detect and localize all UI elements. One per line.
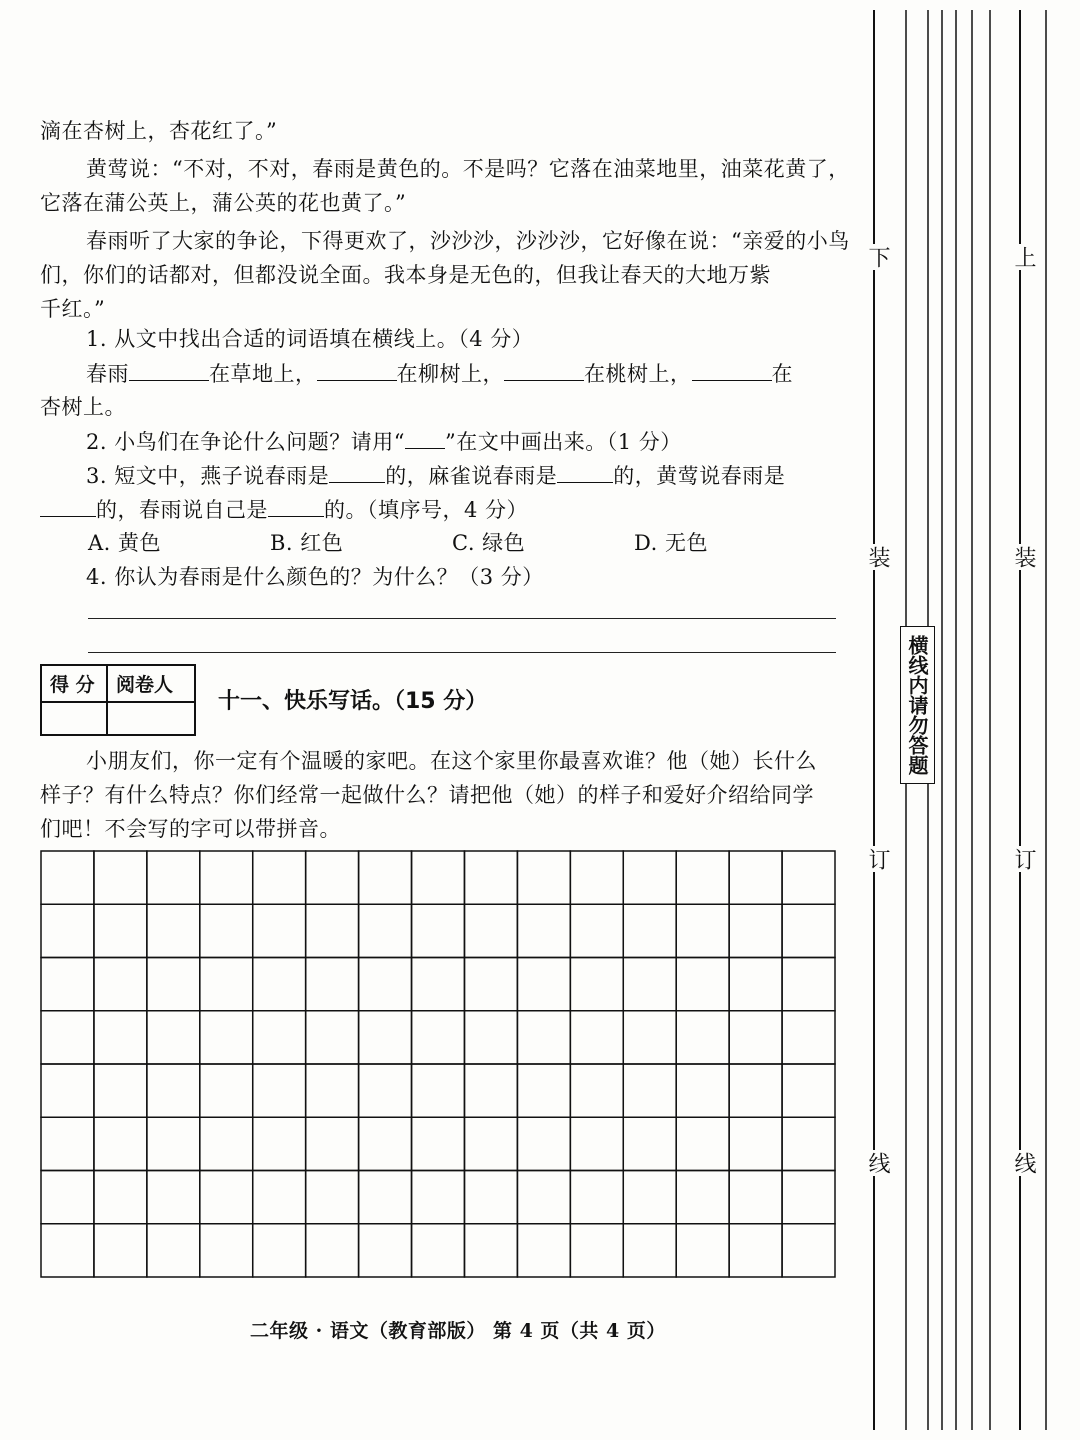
grid-cell[interactable] — [782, 1171, 835, 1224]
binding-lines — [860, 0, 1080, 1440]
question-1-fill — [86, 356, 886, 391]
grid-cell[interactable] — [253, 1117, 306, 1170]
grid-cell[interactable] — [253, 1011, 306, 1064]
binding-label-ding: 订 — [1008, 846, 1039, 872]
grid-cell[interactable] — [517, 904, 570, 957]
binding-label-xian: 线 — [1008, 1150, 1039, 1176]
grid-cell[interactable] — [676, 1064, 729, 1117]
grid-cell[interactable] — [200, 1011, 253, 1064]
grid-cell[interactable] — [570, 1064, 623, 1117]
grid-cell[interactable] — [200, 1171, 253, 1224]
grid-cell[interactable] — [729, 904, 782, 957]
grid-cell[interactable] — [94, 958, 147, 1011]
grid-cell[interactable] — [94, 1117, 147, 1170]
grid-cell[interactable] — [306, 958, 359, 1011]
question-2 — [86, 424, 886, 459]
grid-cell[interactable] — [306, 1171, 359, 1224]
question-3-line1 — [86, 458, 886, 493]
fill-text: 春雨 — [86, 362, 129, 386]
grid-cell[interactable] — [306, 1064, 359, 1117]
fill-text: 在草地上， — [209, 362, 317, 386]
answer-blank[interactable] — [692, 356, 772, 381]
binding-label-up: 上 — [1008, 244, 1039, 270]
grid-cell[interactable] — [306, 1117, 359, 1170]
grid-cell[interactable] — [623, 904, 676, 957]
question-2-text: 2. 小鸟们在争论什么问题？请用“ — [86, 430, 405, 454]
grid-cell[interactable] — [676, 1011, 729, 1064]
grid-cell[interactable] — [253, 851, 306, 904]
grid-cell[interactable] — [359, 1224, 412, 1277]
grid-cell[interactable] — [359, 904, 412, 957]
grid-cell[interactable] — [94, 851, 147, 904]
grid-cell[interactable] — [570, 1171, 623, 1224]
grid-cell[interactable] — [729, 1224, 782, 1277]
question-2-text: ”在文中画出来。（1 分） — [444, 430, 682, 454]
grid-cell[interactable] — [729, 1117, 782, 1170]
grid-cell[interactable] — [623, 851, 676, 904]
grid-cell[interactable] — [200, 1064, 253, 1117]
grid-cell[interactable] — [359, 1171, 412, 1224]
grid-cell[interactable] — [94, 904, 147, 957]
grid-cell[interactable] — [782, 1224, 835, 1277]
grid-cell[interactable] — [359, 1011, 412, 1064]
writing-prompt: 小朋友们，你一定有个温暖的家吧。在这个家里你最喜欢谁？他（她）长什么 — [86, 749, 817, 773]
grid-cell[interactable] — [147, 1064, 200, 1117]
grid-cell[interactable] — [41, 1224, 94, 1277]
grid-cell[interactable] — [782, 1064, 835, 1117]
grid-cell[interactable] — [200, 958, 253, 1011]
grid-cell[interactable] — [570, 851, 623, 904]
grid-cell[interactable] — [306, 904, 359, 957]
answer-blank[interactable] — [129, 356, 209, 381]
grid-cell[interactable] — [253, 904, 306, 957]
grid-cell[interactable] — [94, 1171, 147, 1224]
grid-cell[interactable] — [306, 1224, 359, 1277]
grid-cell[interactable] — [782, 904, 835, 957]
score-label: 得 分 — [50, 674, 95, 696]
answer-line[interactable] — [88, 618, 836, 619]
grid-cell[interactable] — [517, 958, 570, 1011]
binding-label-zhuang: 装 — [862, 544, 893, 570]
fill-text: 在 — [771, 362, 793, 386]
grid-cell[interactable] — [570, 958, 623, 1011]
binding-label-xian: 线 — [862, 1150, 893, 1176]
answer-blank[interactable] — [504, 356, 584, 381]
grid-cell[interactable] — [412, 1011, 465, 1064]
fill-text: 在柳树上， — [396, 362, 504, 386]
question-3-text: 的。（填序号，4 分） — [324, 498, 529, 522]
grid-cell[interactable] — [41, 1011, 94, 1064]
grid-cell[interactable] — [412, 1171, 465, 1224]
grid-cell[interactable] — [94, 1224, 147, 1277]
grid-cell[interactable] — [464, 1064, 517, 1117]
grid-cell[interactable] — [41, 851, 94, 904]
answer-blank[interactable] — [329, 458, 385, 483]
grid-cell[interactable] — [94, 1011, 147, 1064]
grid-cell[interactable] — [676, 1224, 729, 1277]
grid-cell[interactable] — [570, 904, 623, 957]
grid-cell[interactable] — [359, 958, 412, 1011]
passage-text: 们，你们的话都对，但都没说全面。我本身是无色的，但我让春天的大地万紫 — [40, 263, 771, 287]
grid-cell[interactable] — [517, 1224, 570, 1277]
grid-cell[interactable] — [147, 1117, 200, 1170]
writing-prompt: 样子？有什么特点？你们经常一起做什么？请把他（她）的样子和爱好介绍给同学 — [40, 783, 814, 807]
grid-cell[interactable] — [464, 1011, 517, 1064]
question-4-prompt: 4. 你认为春雨是什么颜色的？为什么？（3 分） — [86, 565, 544, 589]
question-3-text: 3. 短文中，燕子说春雨是 — [86, 464, 330, 488]
grid-cell[interactable] — [253, 1224, 306, 1277]
grid-cell[interactable] — [623, 1224, 676, 1277]
score-box — [40, 664, 196, 736]
grid-cell[interactable] — [517, 1011, 570, 1064]
grader-label: 阅卷人 — [116, 674, 174, 696]
grid-cell[interactable] — [253, 1064, 306, 1117]
grid-cell[interactable] — [729, 958, 782, 1011]
grid-cell[interactable] — [200, 851, 253, 904]
table-divider — [106, 666, 108, 734]
grid-cell[interactable] — [517, 1171, 570, 1224]
answer-blank[interactable] — [40, 492, 96, 517]
grid-cell[interactable] — [464, 1224, 517, 1277]
question-1-prompt: 1. 从文中找出合适的词语填在横线上。（4 分） — [86, 327, 534, 351]
passage-text: 黄莺说：“不对，不对，春雨是黄色的。不是吗？它落在油菜地里，油菜花黄了， — [86, 157, 850, 181]
grid-cell[interactable] — [623, 1064, 676, 1117]
option-d[interactable]: D. 无色 — [634, 531, 708, 555]
section-title: 十一、快乐写话。（15 分） — [218, 689, 488, 714]
grid-cell[interactable] — [200, 1224, 253, 1277]
passage-text: 春雨听了大家的争论，下得更欢了，沙沙沙，沙沙沙，它好像在说：“亲爱的小鸟 — [86, 229, 850, 253]
grid-cell[interactable] — [147, 1224, 200, 1277]
binding-label-ding: 订 — [862, 846, 893, 872]
grid-cell[interactable] — [782, 1117, 835, 1170]
answer-blank[interactable] — [268, 492, 324, 517]
grid-cell[interactable] — [253, 1171, 306, 1224]
underline-sample — [405, 424, 445, 449]
passage-text: 滴在杏树上，杏花红了。” — [40, 119, 278, 143]
grid-cell[interactable] — [147, 904, 200, 957]
grid-cell[interactable] — [729, 1011, 782, 1064]
grid-cell[interactable] — [359, 1117, 412, 1170]
writing-grid[interactable] — [40, 850, 836, 1278]
page-footer: 二年级 · 语文（教育部版） 第 4 页（共 4 页） — [250, 1320, 666, 1342]
grid-cell[interactable] — [517, 1064, 570, 1117]
grid-cell[interactable] — [464, 958, 517, 1011]
grid-cell[interactable] — [517, 851, 570, 904]
grid-cell[interactable] — [676, 904, 729, 957]
grid-cell[interactable] — [41, 904, 94, 957]
grid-cell[interactable] — [464, 1171, 517, 1224]
binding-label-down: 下 — [862, 244, 893, 270]
grid-cell[interactable] — [412, 851, 465, 904]
option-a[interactable]: A. 黄色 — [88, 531, 162, 555]
grid-cell[interactable] — [147, 1171, 200, 1224]
binding-margin — [860, 0, 1080, 1440]
grid-cell[interactable] — [676, 851, 729, 904]
grid-cell[interactable] — [623, 1011, 676, 1064]
table-divider — [42, 701, 194, 703]
grid-cell[interactable] — [412, 1064, 465, 1117]
grid-cell[interactable] — [623, 1171, 676, 1224]
answer-blank[interactable] — [557, 458, 613, 483]
grid-cell[interactable] — [41, 1064, 94, 1117]
grid-cell[interactable] — [412, 1224, 465, 1277]
grid-cell[interactable] — [517, 1117, 570, 1170]
grid-cell[interactable] — [676, 1117, 729, 1170]
passage-text: 它落在蒲公英上，蒲公英的花也黄了。” — [40, 191, 407, 215]
grid-cell[interactable] — [782, 851, 835, 904]
grid-cell[interactable] — [570, 1011, 623, 1064]
binding-notice: 横线内请勿答题 — [900, 626, 935, 784]
fill-text: 在桃树上， — [584, 362, 692, 386]
grid-cell[interactable] — [306, 851, 359, 904]
question-3-text: 的，春雨说自己是 — [96, 498, 268, 522]
question-3-line2 — [40, 492, 840, 527]
grid-cell[interactable] — [464, 851, 517, 904]
grid-cell[interactable] — [253, 958, 306, 1011]
grid-cell[interactable] — [200, 1117, 253, 1170]
grid-cell[interactable] — [41, 958, 94, 1011]
answer-blank[interactable] — [317, 356, 397, 381]
grid-cell[interactable] — [147, 1011, 200, 1064]
grid-cell[interactable] — [729, 851, 782, 904]
grid-cell[interactable] — [94, 1064, 147, 1117]
grid-cell[interactable] — [359, 1064, 412, 1117]
grid-cell[interactable] — [676, 1171, 729, 1224]
grid-cell[interactable] — [729, 1064, 782, 1117]
grid-cell[interactable] — [412, 904, 465, 957]
option-c[interactable]: C. 绿色 — [452, 531, 526, 555]
question-3-text: 的，麻雀说春雨是 — [385, 464, 558, 488]
grid-cell[interactable] — [623, 958, 676, 1011]
grid-cell[interactable] — [306, 1011, 359, 1064]
grid-cell[interactable] — [359, 851, 412, 904]
answer-line[interactable] — [88, 652, 836, 653]
grid-cell[interactable] — [782, 958, 835, 1011]
grid-cell[interactable] — [464, 904, 517, 957]
question-1-fill-end: 杏树上。 — [40, 395, 126, 419]
grid-cell[interactable] — [41, 1171, 94, 1224]
binding-label-zhuang: 装 — [1008, 544, 1039, 570]
grid-cell[interactable] — [200, 904, 253, 957]
option-b[interactable]: B. 红色 — [270, 531, 344, 555]
grid-cell[interactable] — [570, 1117, 623, 1170]
writing-prompt: 们吧！不会写的字可以带拼音。 — [40, 817, 341, 841]
grid-cell[interactable] — [623, 1117, 676, 1170]
grid-cell[interactable] — [782, 1011, 835, 1064]
grid-cell[interactable] — [41, 1117, 94, 1170]
grid-cell[interactable] — [147, 851, 200, 904]
question-3-text: 的，黄莺说春雨是 — [613, 464, 786, 488]
passage-text: 千红。” — [40, 297, 106, 321]
grid-cell[interactable] — [570, 1224, 623, 1277]
grid-cell[interactable] — [412, 1117, 465, 1170]
grid-cell[interactable] — [147, 958, 200, 1011]
grid-cell[interactable] — [464, 1117, 517, 1170]
grid-cell[interactable] — [729, 1171, 782, 1224]
grid-cell[interactable] — [412, 958, 465, 1011]
grid-cell[interactable] — [676, 958, 729, 1011]
